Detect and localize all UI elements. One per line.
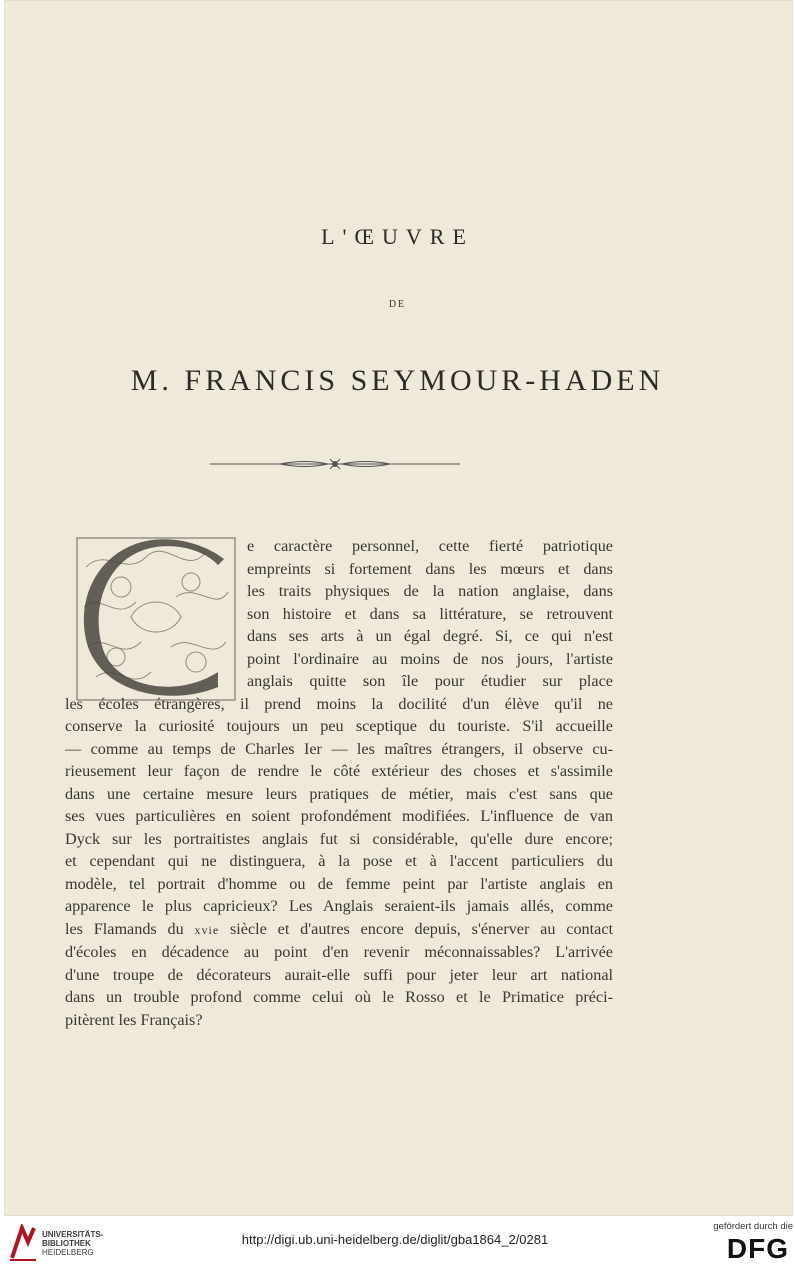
text-line — [247, 670, 613, 693]
text-line — [65, 805, 613, 828]
text-line-start: les écoles étrangères, il prend moins la docilité d'un élève qu'il ne — [65, 694, 613, 713]
page-title: L'ŒUVRE — [321, 224, 474, 249]
artist-name-heading: M. FRANCIS SEYMOUR-HADEN — [130, 364, 665, 397]
text-line — [65, 828, 613, 851]
text-line-start: les Flamands du — [65, 919, 195, 938]
text-line-start: apparence le plus capricieux? Les Anglais seraient-ils jamais allés, comme — [65, 897, 613, 915]
century-small-caps: xvie — [194, 922, 220, 937]
text-line — [65, 760, 613, 783]
permalink-url[interactable]: http://digi.ub.uni-heidelberg.de/diglit/gba1864_2/0281 — [241, 1232, 549, 1247]
text-line-start: ses vues particulières en soient profondément modifiées. L'influence de van — [65, 807, 613, 825]
text-line — [65, 895, 613, 918]
ub-heidelberg-logo-icon[interactable] — [8, 1224, 38, 1262]
text-line — [247, 535, 613, 558]
text-line-start: Dyck sur les portraitistes anglais fut si considérable, qu'elle dure encore; — [65, 829, 613, 848]
library-name-line-1: UNIVERSITÄTS- — [42, 1230, 104, 1239]
library-name[interactable] — [42, 1230, 103, 1257]
text-line-start: dans un trouble profond comme celui où le Rosso et le Primatice préci- — [65, 988, 613, 1006]
text-line — [65, 783, 613, 806]
text-line-start: d'écoles en décadence au point d'en revenir méconnaissables? L'arrivée — [65, 943, 613, 961]
text-line — [65, 693, 613, 716]
text-line — [65, 1009, 613, 1032]
ornament-divider-icon — [210, 456, 460, 472]
text-line-start: e caractère personnel, cette fierté patriotique — [247, 537, 613, 555]
library-name-line-2: BIBLIOTHEK — [42, 1239, 91, 1248]
text-line — [247, 648, 613, 671]
text-line-start: anglais quitte son île pour étudier sur place — [247, 672, 613, 690]
body-text — [65, 535, 613, 1031]
text-line-start: d'une troupe de décorateurs aurait-elle suffi pour jeter leur art national — [65, 965, 613, 984]
text-line-start: empreints si fortement dans les mœurs et dans — [247, 559, 613, 578]
text-line — [247, 603, 613, 626]
text-line-start: modèle, tel portrait d'homme ou de femme peint par l'artiste anglais en — [65, 874, 613, 893]
text-line — [247, 580, 613, 603]
library-name-line-3: HEIDELBERG — [42, 1248, 94, 1257]
subtitle-de: DE — [388, 299, 407, 310]
text-line-start: les traits physiques de la nation anglaise, dans — [247, 582, 613, 600]
text-line-end: siècle et d'autres encore depuis, s'énerver au contact — [219, 919, 614, 938]
text-line — [65, 941, 613, 964]
text-line-start: son histoire et dans sa littérature, se retrouvent — [247, 604, 613, 623]
text-line-start: dans une certaine mesure leurs pratiques de métier, mais c'est sans que — [65, 784, 613, 803]
dfg-logo[interactable]: DFG — [726, 1233, 789, 1264]
text-line — [247, 558, 613, 581]
text-line — [65, 715, 613, 738]
text-line-start: conserve la curiosité toujours un peu sceptique du touriste. S'il accueille — [65, 717, 613, 735]
text-line — [65, 738, 613, 761]
text-line — [65, 873, 613, 896]
text-line — [65, 918, 613, 942]
text-line — [65, 964, 613, 987]
text-line-start: pitèrent les Français? — [65, 1010, 203, 1029]
text-line-start: — comme au temps de Charles Ier — les maîtres étrangers, il observe cu- — [65, 739, 613, 758]
text-line — [65, 986, 613, 1009]
text-line-start: dans ses arts à un égal degré. Si, ce qui n'est — [247, 627, 613, 645]
text-line-start: rieusement leur façon de rendre le côté extérieur des choses et s'assimile — [65, 762, 613, 780]
funding-caption: gefördert durch die — [713, 1221, 793, 1232]
text-line — [65, 850, 613, 873]
text-line — [247, 625, 613, 648]
text-line-start: point l'ordinaire au moins de nos jours, l'artiste — [247, 649, 613, 668]
text-line-start: et cependant qui ne distinguera, à la pose et à l'accent particuliers du — [65, 852, 613, 870]
